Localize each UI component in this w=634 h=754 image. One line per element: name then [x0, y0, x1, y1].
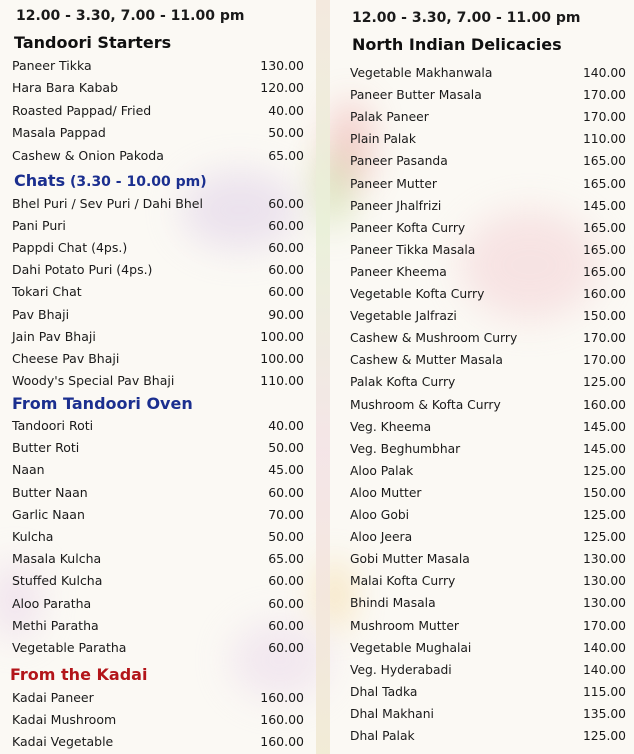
menu-item: [8, 596, 308, 616]
menu-item-name: Garlic Naan: [12, 506, 85, 522]
menu-item-price: 65.00: [268, 147, 304, 163]
menu-item-name: Dhal Makhani: [350, 706, 434, 721]
menu-item-name: Paneer Butter Masala: [350, 88, 482, 103]
menu-item-name: Aloo Jeera: [350, 530, 413, 545]
menu-item-name: Woody's Special Pav Bhaji: [12, 372, 175, 388]
menu-item-name: Paneer Mutter: [350, 176, 437, 191]
menu-item-price: 165.00: [582, 220, 626, 235]
menu-item-price: 160.00: [260, 733, 304, 749]
menu-item-price: 125.00: [582, 729, 626, 743]
menu-item-price: 125.00: [582, 375, 626, 390]
menu-item: [346, 619, 630, 639]
menu-item-name: Roasted Pappad/ Fried: [12, 102, 152, 118]
menu-item-price: 60.00: [268, 218, 304, 234]
menu-item-name: Paneer Tikka Masala: [350, 242, 476, 257]
service-timing: 12.00 - 3.30, 7.00 - 11.00 pm: [16, 8, 245, 24]
menu-item-price: 170.00: [582, 353, 626, 368]
menu-item-price: 125.00: [582, 530, 626, 545]
menu-item: [346, 596, 630, 616]
menu-item-price: 110.00: [582, 132, 626, 147]
menu-item-price: 60.00: [268, 240, 304, 256]
menu-item-price: 145.00: [582, 419, 626, 434]
menu-item-name: Butter Roti: [12, 440, 80, 456]
menu-item: [346, 199, 630, 219]
menu-item: [8, 125, 308, 145]
menu-item-name: Paneer Kofta Curry: [350, 220, 466, 235]
menu-item-price: 165.00: [582, 264, 626, 279]
menu-item: [346, 530, 630, 550]
section-heading-from-tandoori-oven: [12, 394, 193, 413]
menu-item-price: 60.00: [268, 284, 304, 300]
menu-item: [346, 464, 630, 484]
section-heading-chats: [14, 171, 207, 190]
menu-item-name: Aloo Mutter: [350, 485, 422, 500]
menu-item-name: Kadai Paneer: [12, 690, 94, 705]
menu-item: [8, 103, 308, 123]
menu-item-name: Plain Palak: [350, 132, 416, 147]
menu-item-name: Aloo Gobi: [350, 508, 410, 522]
menu-item: [8, 240, 308, 260]
menu-item-price: 110.00: [260, 372, 304, 388]
menu-item-name: Veg. Kheema: [350, 419, 432, 434]
section-title: Tandoori Starters: [14, 33, 172, 52]
menu-item-name: Vegetable Kofta Curry: [350, 287, 485, 301]
menu-item-name: Methi Paratha: [12, 617, 99, 633]
menu-item: [346, 685, 630, 705]
menu-item-name: Vegetable Makhanwala: [350, 66, 493, 80]
menu-item-name: Paneer Jhalfrizi: [350, 198, 442, 213]
menu-item: [346, 243, 630, 263]
menu-item-price: 160.00: [260, 711, 304, 727]
menu-item-price: 100.00: [260, 350, 304, 366]
menu-item-price: 145.00: [582, 441, 626, 456]
menu-item-price: 130.00: [260, 58, 304, 73]
section-heading-north-indian-delicacies: [352, 35, 562, 54]
menu-item-name: Dahi Potato Puri (4ps.): [12, 262, 153, 278]
menu-item-name: Kulcha: [12, 529, 54, 544]
service-timing: 12.00 - 3.30, 7.00 - 11.00 pm: [352, 10, 581, 26]
section-title: From Tandoori Oven: [12, 394, 193, 413]
menu-item: [8, 690, 308, 710]
menu-item: [346, 574, 630, 594]
menu-item-name: Jain Pav Bhaji: [12, 328, 96, 344]
menu-item-price: 160.00: [260, 690, 304, 705]
menu-item-price: 60.00: [268, 196, 304, 211]
menu-item: [8, 284, 308, 304]
menu-item-price: 60.00: [268, 484, 304, 500]
menu-item: [8, 373, 308, 393]
menu-item-name: Dhal Palak: [350, 729, 415, 743]
menu-item: [346, 420, 630, 440]
menu-item-name: Bhindi Masala: [350, 596, 436, 611]
section-title: North Indian Delicacies: [352, 35, 562, 54]
menu-item: [8, 551, 308, 571]
menu-item-name: Gobi Mutter Masala: [350, 552, 470, 567]
menu-item-price: 140.00: [582, 662, 626, 677]
menu-item-price: 50.00: [268, 440, 304, 456]
section-title: From the Kadai: [10, 665, 148, 684]
menu-item-price: 100.00: [260, 328, 304, 344]
menu-item: [346, 88, 630, 108]
menu-item-price: 130.00: [582, 596, 626, 611]
menu-item-name: Palak Paneer: [350, 110, 429, 125]
menu-item-name: Kadai Vegetable: [12, 733, 114, 749]
menu-item: [8, 507, 308, 527]
menu-item: [346, 331, 630, 351]
menu-item-price: 135.00: [582, 706, 626, 721]
menu-item-name: Aloo Paratha: [12, 595, 92, 611]
menu-item: [8, 573, 308, 593]
menu-item-price: 160.00: [582, 287, 626, 301]
menu-item-price: 60.00: [268, 640, 304, 655]
menu-item-price: 170.00: [582, 88, 626, 103]
menu-item-price: 170.00: [582, 618, 626, 633]
menu-item: [346, 729, 630, 749]
menu-item: [346, 375, 630, 395]
menu-item: [346, 663, 630, 683]
menu-item-price: 130.00: [582, 574, 626, 589]
menu-item: [346, 442, 630, 462]
menu-item: [8, 529, 308, 549]
menu-item-name: Vegetable Jalfrazi: [350, 309, 457, 324]
menu-item-price: 165.00: [582, 154, 626, 169]
menu-item-name: Palak Kofta Curry: [350, 375, 456, 390]
menu-item-name: Mushroom Mutter: [350, 618, 459, 633]
menu-item-price: 60.00: [268, 262, 304, 278]
menu-item-name: Cashew & Mutter Masala: [350, 353, 503, 368]
menu-item: [346, 177, 630, 197]
menu-item-name: Pappdi Chat (4ps.): [12, 240, 128, 256]
menu-item-name: Paneer Tikka: [12, 58, 92, 73]
menu-item: [346, 221, 630, 241]
menu-item: [346, 552, 630, 572]
menu-item-price: 115.00: [582, 684, 626, 699]
menu-item-name: Kadai Mushroom: [12, 711, 117, 727]
menu-item: [8, 58, 308, 78]
menu-item-name: Tokari Chat: [12, 284, 82, 300]
menu-item: [346, 265, 630, 285]
column-divider: [316, 0, 330, 754]
menu-item: [8, 307, 308, 327]
menu-item-price: 120.00: [260, 80, 304, 96]
menu-item-name: Veg. Beghumbhar: [350, 441, 461, 456]
menu-item-name: Pani Puri: [12, 218, 66, 234]
menu-item: [8, 440, 308, 460]
section-heading-tandoori-starters: [14, 33, 171, 52]
menu-item: [8, 734, 308, 754]
menu-item-price: 60.00: [268, 595, 304, 611]
menu-item: [8, 485, 308, 505]
menu-item: [8, 80, 308, 100]
section-subtitle: (3.30 - 10.00 pm): [65, 174, 207, 190]
menu-item-name: Malai Kofta Curry: [350, 574, 456, 589]
menu-item: [346, 508, 630, 528]
menu-item-price: 145.00: [582, 198, 626, 213]
menu-item-price: 50.00: [268, 529, 304, 544]
menu-item: [8, 351, 308, 371]
menu-item-name: Stuffed Kulcha: [12, 573, 103, 589]
menu-item: [8, 712, 308, 732]
menu-item-name: Cashew & Mushroom Curry: [350, 331, 518, 346]
menu-item-price: 170.00: [582, 110, 626, 125]
menu-item-name: Pav Bhaji: [12, 306, 70, 322]
menu-item: [346, 353, 630, 373]
menu-item-name: Paneer Pasanda: [350, 154, 448, 169]
menu-item-price: 165.00: [582, 176, 626, 191]
menu-item: [8, 262, 308, 282]
menu-item-price: 70.00: [268, 506, 304, 522]
menu-item-name: Vegetable Mughalai: [350, 640, 472, 655]
menu-item-price: 165.00: [582, 242, 626, 257]
menu-item: [346, 486, 630, 506]
menu-item-price: 150.00: [582, 485, 626, 500]
menu-item-name: Tandoori Roti: [12, 418, 94, 433]
menu-item-price: 60.00: [268, 617, 304, 633]
menu-item-price: 125.00: [582, 463, 626, 478]
menu-item: [346, 398, 630, 418]
menu-item: [8, 462, 308, 482]
menu-item: [8, 218, 308, 238]
menu-item: [346, 309, 630, 329]
menu-item-price: 160.00: [582, 397, 626, 412]
section-title: Chats: [14, 171, 66, 190]
menu-item: [346, 641, 630, 661]
menu-item-name: Dhal Tadka: [350, 684, 418, 699]
menu-item-name: Paneer Kheema: [350, 264, 447, 279]
menu-item-name: Masala Pappad: [12, 125, 106, 141]
menu-item-name: Mushroom & Kofta Curry: [350, 397, 501, 412]
menu-item-price: 125.00: [582, 508, 626, 522]
menu-item-name: Hara Bara Kabab: [12, 80, 119, 96]
section-heading-from-the-kadai: [10, 665, 147, 684]
menu-item: [346, 132, 630, 152]
menu-item-price: 45.00: [268, 462, 304, 478]
menu-item-price: 65.00: [268, 551, 304, 567]
menu-item-price: 40.00: [268, 102, 304, 118]
menu-item-price: 130.00: [582, 552, 626, 567]
menu-item: [8, 148, 308, 168]
menu-item: [8, 196, 308, 216]
menu-item: [8, 329, 308, 349]
menu-item-name: Vegetable Paratha: [12, 640, 127, 655]
menu-item-price: 50.00: [268, 125, 304, 141]
menu-item-name: Aloo Palak: [350, 463, 414, 478]
menu-item: [8, 418, 308, 438]
menu-item: [346, 707, 630, 727]
menu-item-name: Cheese Pav Bhaji: [12, 350, 120, 366]
menu-item: [8, 618, 308, 638]
menu-item-price: 150.00: [582, 309, 626, 324]
menu-item: [346, 110, 630, 130]
menu-item-name: Naan: [12, 462, 45, 478]
menu-item: [346, 154, 630, 174]
menu-item-name: Masala Kulcha: [12, 551, 102, 567]
menu-item: [346, 66, 630, 86]
menu-item: [346, 287, 630, 307]
menu-item-name: Veg. Hyderabadi: [350, 662, 452, 677]
menu-item-name: Cashew & Onion Pakoda: [12, 147, 164, 163]
menu-item-name: Butter Naan: [12, 484, 88, 500]
menu-item-price: 40.00: [268, 418, 304, 433]
menu-item-price: 60.00: [268, 573, 304, 589]
menu-item-name: Bhel Puri / Sev Puri / Dahi Bhel: [12, 196, 203, 211]
menu-item-price: 170.00: [582, 331, 626, 346]
menu-item: [8, 640, 308, 660]
menu-item-price: 140.00: [582, 640, 626, 655]
menu-item-price: 140.00: [582, 66, 626, 80]
menu-item-price: 90.00: [268, 306, 304, 322]
